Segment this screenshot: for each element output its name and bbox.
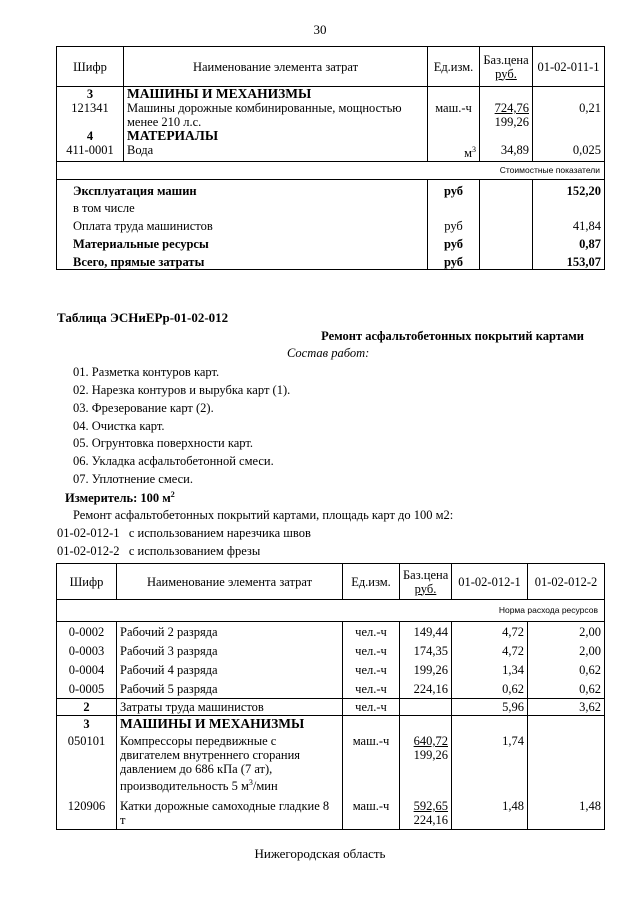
table-row: 0-0003 Рабочий 3 разряда чел.-ч 174,35 4,72 2,00 <box>57 641 605 660</box>
table-row: 2 Затраты труда машинистов чел.-ч 5,96 3,62 <box>57 699 605 716</box>
variant-line: 01-02-012-2 с использованием фрезы <box>57 544 261 558</box>
section-row: 4 МАТЕРИАЛЫ <box>57 129 605 143</box>
list-item: 03. Фрезерование карт (2). <box>73 401 214 415</box>
summary-row: в том числе <box>57 198 605 216</box>
measure-unit: Измеритель: 100 $м^2$ <box>65 490 175 506</box>
list-item: 06. Укладка асфальтобетонной смеси. <box>73 454 274 468</box>
table-subtitle: Ремонт асфальтобетонных покрытий картами <box>321 329 584 343</box>
table-header-row <box>57 564 605 600</box>
work-composition-title: Состав работ: <box>287 346 370 360</box>
list-item: 07. Уплотнение смеси. <box>73 472 193 486</box>
summary-row: Оплата труда машинистов руб 41,84 <box>57 216 605 234</box>
header-unit: Ед.изм. <box>428 47 480 87</box>
page-footer: Нижегородская область <box>254 846 386 861</box>
header-col1: 01-02-012-1 <box>452 564 528 600</box>
list-item: 02. Нарезка контуров и вырубка карт (1). <box>73 383 291 397</box>
norm-label-row: Норма расхода ресурсов <box>57 600 605 622</box>
summary-row: Материальные ресурсы руб 0,87 <box>57 234 605 252</box>
header-unit: Ед.изм. <box>343 564 400 600</box>
table-row: 0-0005 Рабочий 5 разряда чел.-ч 224,16 0,62 0,62 <box>57 679 605 699</box>
header-code: Шифр <box>57 47 124 87</box>
table-row: 120906 Катки дорожные самоходные гладкие 8 т маш.-ч 592,65 224,16 1,48 1,48 <box>57 795 605 829</box>
header-col: 01-02-011-1 <box>533 47 605 87</box>
header-code: Шифр <box>57 564 117 600</box>
section-title: МАТЕРИАЛЫ <box>124 129 428 143</box>
section-row: 3 МАШИНЫ И МЕХАНИЗМЫ <box>57 716 605 732</box>
resource-table-012 <box>56 563 605 830</box>
table-row: 121341 Машины дорожные комбинированные, мощностью менее 210 л.с. маш.-ч 724,76 199,26 0,21 <box>57 101 605 129</box>
table-description: Ремонт асфальтобетонных покрытий картами, площадь карт до 100 м2: <box>73 508 454 522</box>
list-item: 05. Огрунтовка поверхности карт. <box>73 436 253 450</box>
resource-table-011 <box>56 46 605 270</box>
header-price: Баз.цена руб. <box>480 47 533 87</box>
section-title: МАШИНЫ И МЕХАНИЗМЫ <box>117 716 343 732</box>
section-row: 3 МАШИНЫ И МЕХАНИЗМЫ <box>57 87 605 102</box>
summary-row: Эксплуатация машин руб 152,20 <box>57 179 605 198</box>
summary-row: Всего, прямые затраты руб 153,07 <box>57 252 605 270</box>
page-number: 30 <box>313 22 327 37</box>
cost-label-row: Стоимостные показатели <box>57 161 605 179</box>
list-item: 04. Очистка карт. <box>73 419 165 433</box>
header-price: Баз.цена руб. <box>400 564 452 600</box>
section-title: МАШИНЫ И МЕХАНИЗМЫ <box>124 87 428 102</box>
table-row: 0-0004 Рабочий 4 разряда чел.-ч 199,26 1,34 0,62 <box>57 660 605 679</box>
list-item: 01. Разметка контуров карт. <box>73 365 220 379</box>
table-row: 411-0001 Вода $м^3$ 34,89 0,025 <box>57 143 605 161</box>
header-name: Наименование элемента затрат <box>124 47 428 87</box>
header-col2: 01-02-012-2 <box>528 564 605 600</box>
table-header-row <box>57 47 605 87</box>
variant-line: 01-02-012-1 с использованием нарезчика швов <box>57 526 311 540</box>
table-row: 0-0002 Рабочий 2 разряда чел.-ч 149,44 4,72 2,00 <box>57 622 605 641</box>
header-name: Наименование элемента затрат <box>117 564 343 600</box>
table-row: 050101 Компрессоры передвижные с двигателем внутреннего сгорания давлением до 686 кПа (7 ат), производительность 5 $м^3$/мин маш.-ч 640,72 199,26 1,74 <box>57 731 605 795</box>
table-title: Таблица ЭСНиЕРр-01-02-012 <box>57 310 229 325</box>
